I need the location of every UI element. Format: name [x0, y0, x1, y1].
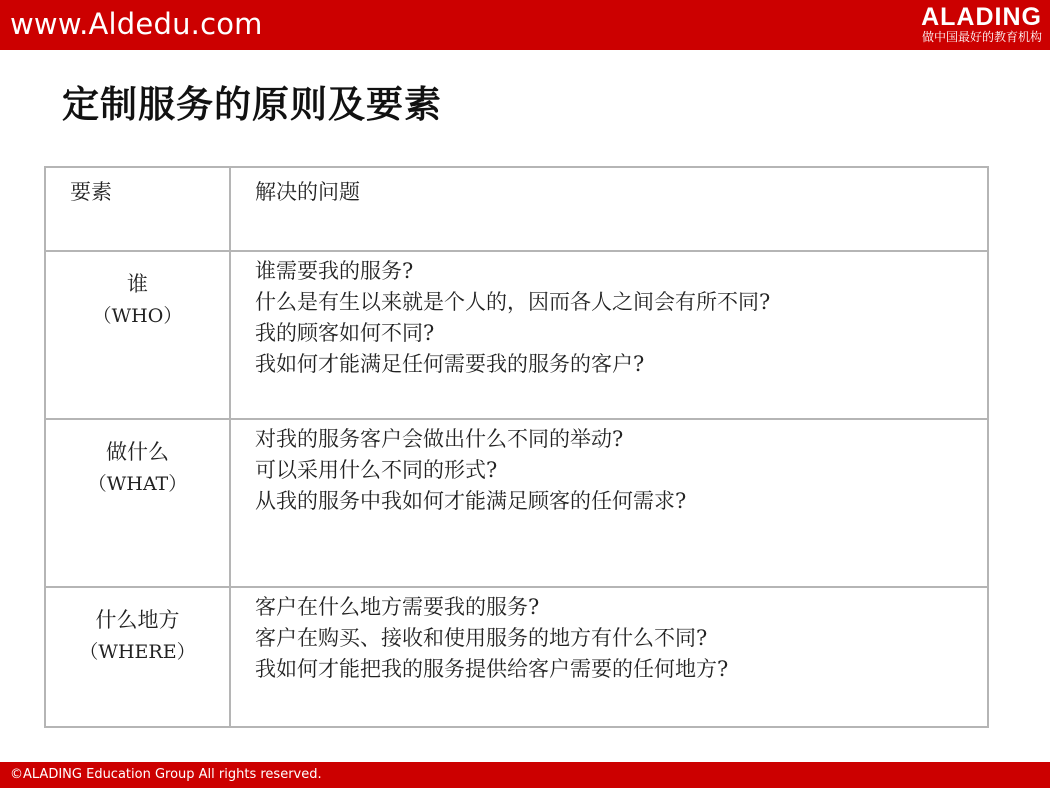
page-title: 定制服务的原则及要素: [62, 83, 442, 126]
table-row: [45, 587, 988, 727]
site-url[interactable]: www.Aldedu.com: [10, 7, 263, 41]
element-cell: [45, 419, 230, 587]
header-element-label: 要素: [70, 180, 112, 204]
brand-slogan: 做中国最好的教育机构: [921, 30, 1042, 44]
question-text: 谁需要我的服务?: [255, 259, 414, 283]
question-text: 可以采用什么不同的形式?: [255, 458, 498, 482]
question-text: 我的顾客如何不同?: [255, 321, 435, 345]
table-row: [45, 251, 988, 419]
element-cn: 谁: [127, 272, 148, 296]
question-text: 我如何才能把我的服务提供给客户需要的任何地方?: [255, 657, 729, 681]
questions-cell: [230, 251, 988, 419]
question-text: 我如何才能满足任何需要我的服务的客户?: [255, 352, 645, 376]
element-cn: 什么地方: [95, 608, 180, 632]
table-row: [45, 419, 988, 587]
header-question-label: 解决的问题: [255, 180, 360, 204]
brand-logo: [921, 4, 1042, 44]
header-bar: [0, 0, 1050, 50]
questions-cell: [230, 419, 988, 587]
questions-cell: [230, 587, 988, 727]
table-header-row: [45, 167, 988, 251]
element-cn: 做什么: [106, 440, 169, 464]
element-en: （WHO）: [92, 305, 183, 327]
element-cell: [45, 587, 230, 727]
header-cell-element: [45, 167, 230, 251]
footer-bar: [0, 762, 1050, 788]
header-cell-question: [230, 167, 988, 251]
question-text: 客户在什么地方需要我的服务?: [255, 595, 540, 619]
question-text: 从我的服务中我如何才能满足顾客的任何需求?: [255, 489, 687, 513]
question-text: 对我的服务客户会做出什么不同的举动?: [255, 427, 624, 451]
question-text: 什么是有生以来就是个人的，因而各人之间会有所不同?: [255, 290, 771, 314]
elements-table: [44, 166, 989, 728]
element-en: （WHAT）: [87, 473, 188, 495]
brand-name: ALADING: [921, 3, 1042, 31]
question-text: 客户在购买、接收和使用服务的地方有什么不同?: [255, 626, 708, 650]
element-cell: [45, 251, 230, 419]
copyright-text: ©ALADING Education Group All rights reserved.: [10, 767, 322, 782]
element-en: （WHERE）: [79, 641, 196, 663]
